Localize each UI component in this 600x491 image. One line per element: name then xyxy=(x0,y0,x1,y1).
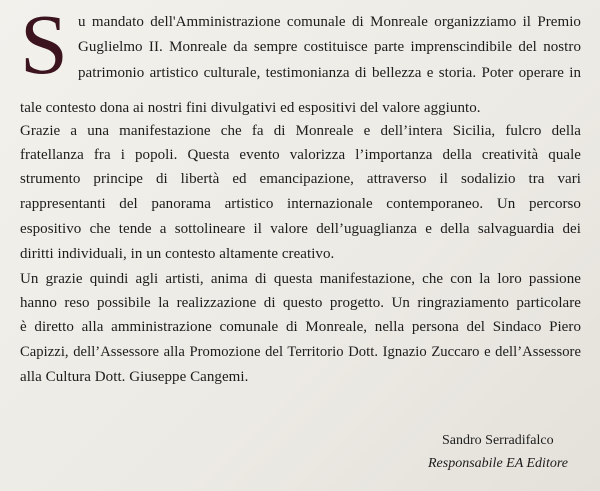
text-line: Grazie a una manifestazione che fa di Monreale e dell’intera Sicilia, fulcro della xyxy=(20,123,581,139)
text-line: espositivo che tende a sottolineare il valore dell’uguaglianza e della salvaguardia dei xyxy=(20,221,581,237)
text-line: hanno reso possibile la realizzazione di questo progetto. Un ringraziamento particolare xyxy=(20,295,581,311)
signature-role: Responsabile EA Editore xyxy=(428,456,568,471)
text-line: Un grazie quindi agli artisti, anima di questa manifestazione, che con la loro passione xyxy=(20,271,581,287)
text-line: alla Cultura Dott. Giuseppe Cangemi. xyxy=(20,369,249,385)
text-line: fratellanza fra i popoli. Questa evento valorizza l’importanza della creatività quale xyxy=(20,147,581,163)
text-line: strumento principe di libertà ed emancipazione, attraverso il sodalizio tra vari xyxy=(20,171,581,187)
drop-cap-letter: S xyxy=(20,0,68,92)
text-line: rappresentanti del panorama artistico internazionale contemporaneo. Un percorso xyxy=(20,196,581,212)
text-line: u mandato dell'Amministrazione comunale di Monreale organizziamo il Premio xyxy=(78,14,581,30)
text-line: è diretto alla amministrazione comunale di Monreale, nella persona del Sindaco Piero xyxy=(20,319,581,335)
text-line: diritti individuali, in un contesto altamente creativo. xyxy=(20,246,335,262)
text-line: tale contesto dona ai nostri fini divulgativi ed espositivi del valore aggiunto. xyxy=(20,100,481,116)
text-line: patrimonio artistico culturale, testimonianza di bellezza e storia. Poter operare in xyxy=(78,65,581,81)
text-line: Capizzi, dell’Assessore alla Promozione del Territorio Dott. Ignazio Zuccaro e dell’Assessore xyxy=(20,344,581,360)
signature-name: Sandro Serradifalco xyxy=(442,433,554,448)
text-line: Guglielmo II. Monreale da sempre costituisce parte imprenscindibile del nostro xyxy=(78,39,581,55)
